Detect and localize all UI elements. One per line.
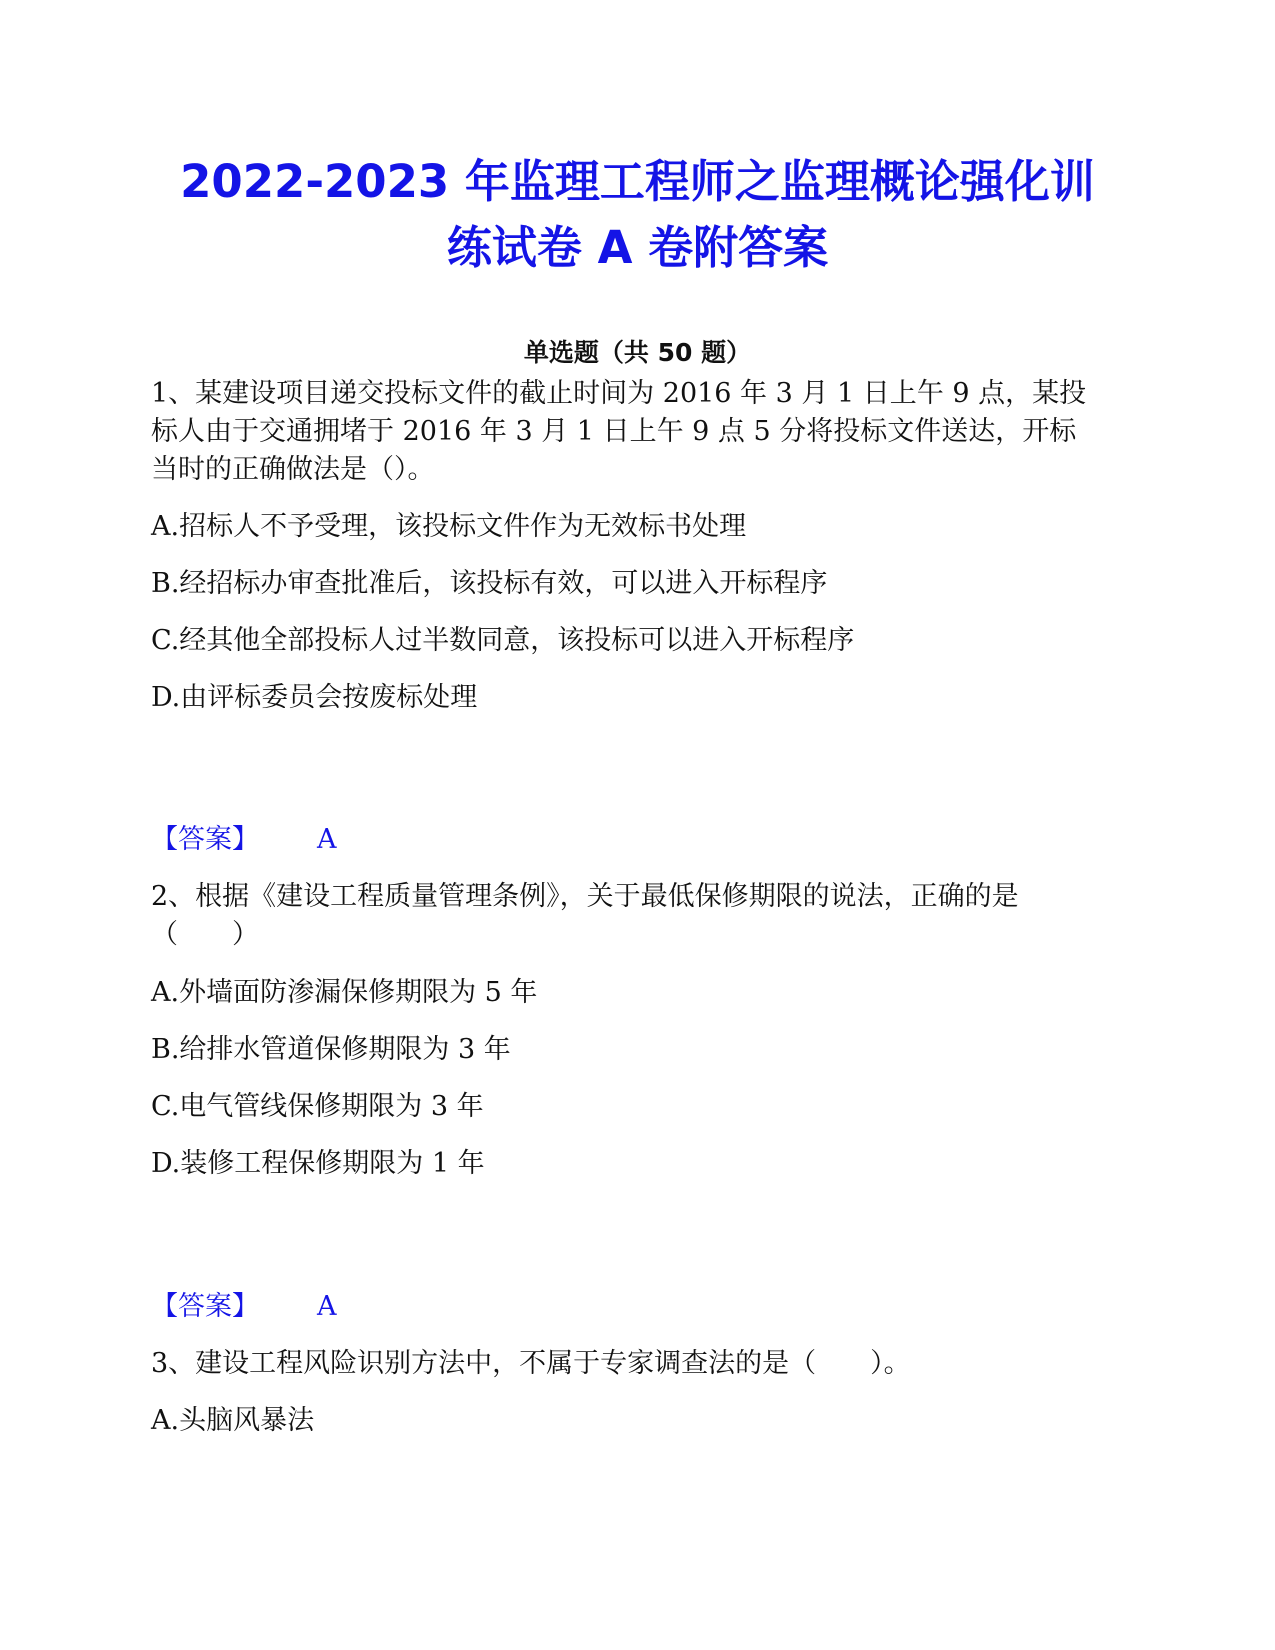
question-3-option-a: A.头脑风暴法 bbox=[151, 1405, 315, 1436]
document-title-line-2: 练试卷 A 卷附答案 bbox=[446, 221, 829, 274]
question-2-option-a: A.外墙面防渗漏保修期限为 5 年 bbox=[151, 977, 538, 1008]
question-2-stem-line-2: （ ） bbox=[151, 919, 259, 950]
question-1-stem-line-2: 标人由于交通拥堵于 2016 年 3 月 1 日上午 9 点 5 分将投标文件送达，开标 bbox=[151, 416, 1077, 447]
question-1-stem-line-3: 当时的正确做法是（）。 bbox=[151, 454, 435, 485]
question-1-option-a: A.招标人不予受理，该投标文件作为无效标书处理 bbox=[151, 511, 747, 542]
question-1-answer bbox=[151, 822, 337, 858]
document-title-line-1: 2022-2023 年监理工程师之监理概论强化训 bbox=[180, 155, 1095, 208]
answer-label: 【答案】 bbox=[151, 824, 259, 855]
answer-label: 【答案】 bbox=[151, 1291, 259, 1322]
question-3-stem-line-1: 3、建设工程风险识别方法中，不属于专家调查法的是（ ）。 bbox=[151, 1348, 911, 1379]
question-1-stem-line-1: 1、某建设项目递交投标文件的截止时间为 2016 年 3 月 1 日上午 9 点，某投 bbox=[151, 378, 1087, 409]
question-1-option-b: B.经招标办审查批准后，该投标有效，可以进入开标程序 bbox=[151, 568, 828, 599]
question-1-option-d: D.由评标委员会按废标处理 bbox=[151, 682, 478, 713]
section-heading: 单选题（共 50 题） bbox=[523, 338, 752, 367]
answer-value: A bbox=[317, 1291, 337, 1322]
question-1-option-c: C.经其他全部投标人过半数同意，该投标可以进入开标程序 bbox=[151, 625, 855, 656]
question-2-answer bbox=[151, 1289, 337, 1325]
question-2-option-c: C.电气管线保修期限为 3 年 bbox=[151, 1091, 484, 1122]
question-2-stem-line-1: 2、根据《建设工程质量管理条例》，关于最低保修期限的说法，正确的是 bbox=[151, 881, 1019, 912]
question-2-option-d: D.装修工程保修期限为 1 年 bbox=[151, 1148, 485, 1179]
answer-value: A bbox=[317, 824, 337, 855]
question-2-option-b: B.给排水管道保修期限为 3 年 bbox=[151, 1034, 511, 1065]
